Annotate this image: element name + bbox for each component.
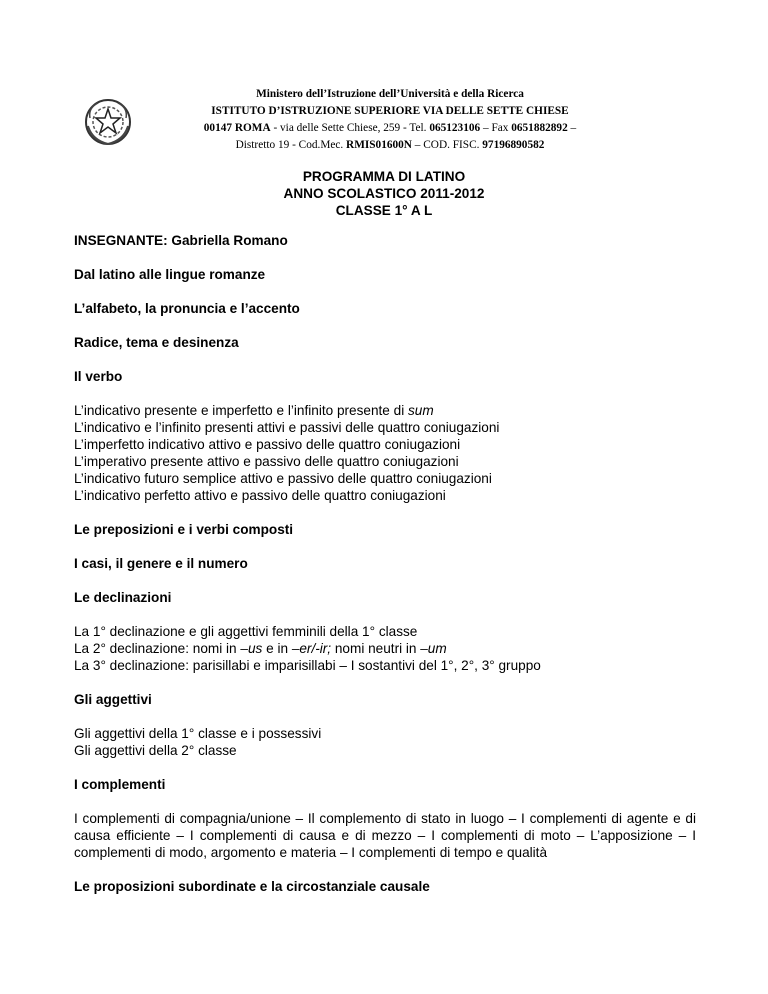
section-heading: Le preposizioni e i verbi composti — [74, 522, 294, 537]
teacher-heading: INSEGNANTE: Gabriella Romano — [74, 233, 288, 248]
school-name-line: ISTITUTO D’ISTRUZIONE SUPERIORE VIA DELLE SETTE CHIESE — [211, 105, 569, 117]
list-item: La 1° declinazione e gli aggettivi femminili della 1° classe — [74, 624, 418, 639]
section-heading: L’alfabeto, la pronuncia e l’accento — [74, 301, 300, 316]
section-heading: Le proposizioni subordinate e la circostanziale causale — [74, 879, 430, 894]
list-item: L’imperfetto indicativo attivo e passivo delle quattro coniugazioni — [74, 437, 461, 452]
complementi-paragraph: I complementi di compagnia/unione – Il complemento di stato in luogo – I complementi di agente e di causa efficiente – I complementi di causa e di mezzo – I complementi di moto – L’apposizione – I complementi di modo, argomento e materia – I complementi di tempo e qualità — [74, 811, 696, 860]
list-item: L’indicativo e l’infinito presenti attivi e passivi delle quattro coniugazioni — [74, 420, 500, 435]
list-item: L’indicativo futuro semplice attivo e passivo delle quattro coniugazioni — [74, 471, 492, 486]
section-heading: Le declinazioni — [74, 590, 172, 605]
section-heading: I complementi — [74, 777, 166, 792]
aggettivi-list — [74, 725, 696, 759]
republic-emblem-icon — [82, 96, 134, 148]
verbo-list — [74, 402, 696, 504]
declinazioni-list — [74, 623, 696, 674]
section-heading: I casi, il genere e il numero — [74, 556, 248, 571]
program-content — [74, 232, 696, 912]
list-item: L’indicativo presente e imperfetto e l’infinito presente di sum — [74, 403, 434, 418]
address-line: 00147 ROMA - via delle Sette Chiese, 259 - Tel. 065123106 – Fax 0651882892 – — [203, 122, 577, 134]
section-heading: Il verbo — [74, 369, 123, 384]
section-heading: Dal latino alle lingue romanze — [74, 267, 266, 282]
list-item: L’imperativo presente attivo e passivo delle quattro coniugazioni — [74, 454, 459, 469]
list-item: La 2° declinazione: nomi in –us e in –er/-ir; nomi neutri in –um — [74, 641, 447, 656]
list-item: La 3° declinazione: parisillabi e imparisillabi – I sostantivi del 1°, 2°, 3° gruppo — [74, 658, 541, 673]
list-item: Gli aggettivi della 2° classe — [74, 743, 237, 758]
section-heading: Radice, tema e desinenza — [74, 335, 239, 350]
section-heading: Gli aggettivi — [74, 692, 152, 707]
title-line-3: CLASSE 1° A L — [335, 203, 433, 218]
institution-header — [150, 86, 630, 154]
title-line-2: ANNO SCOLASTICO 2011-2012 — [283, 186, 485, 201]
list-item: L’indicativo perfetto attivo e passivo delle quattro coniugazioni — [74, 488, 446, 503]
document-title — [0, 168, 768, 219]
district-line: Distretto 19 - Cod.Mec. RMIS01600N – COD. FISC. 97196890582 — [235, 139, 545, 151]
title-line-1: PROGRAMMA DI LATINO — [302, 169, 466, 184]
list-item: Gli aggettivi della 1° classe e i possessivi — [74, 726, 322, 741]
ministry-line: Ministero dell’Istruzione dell’Università e della Ricerca — [256, 88, 524, 100]
